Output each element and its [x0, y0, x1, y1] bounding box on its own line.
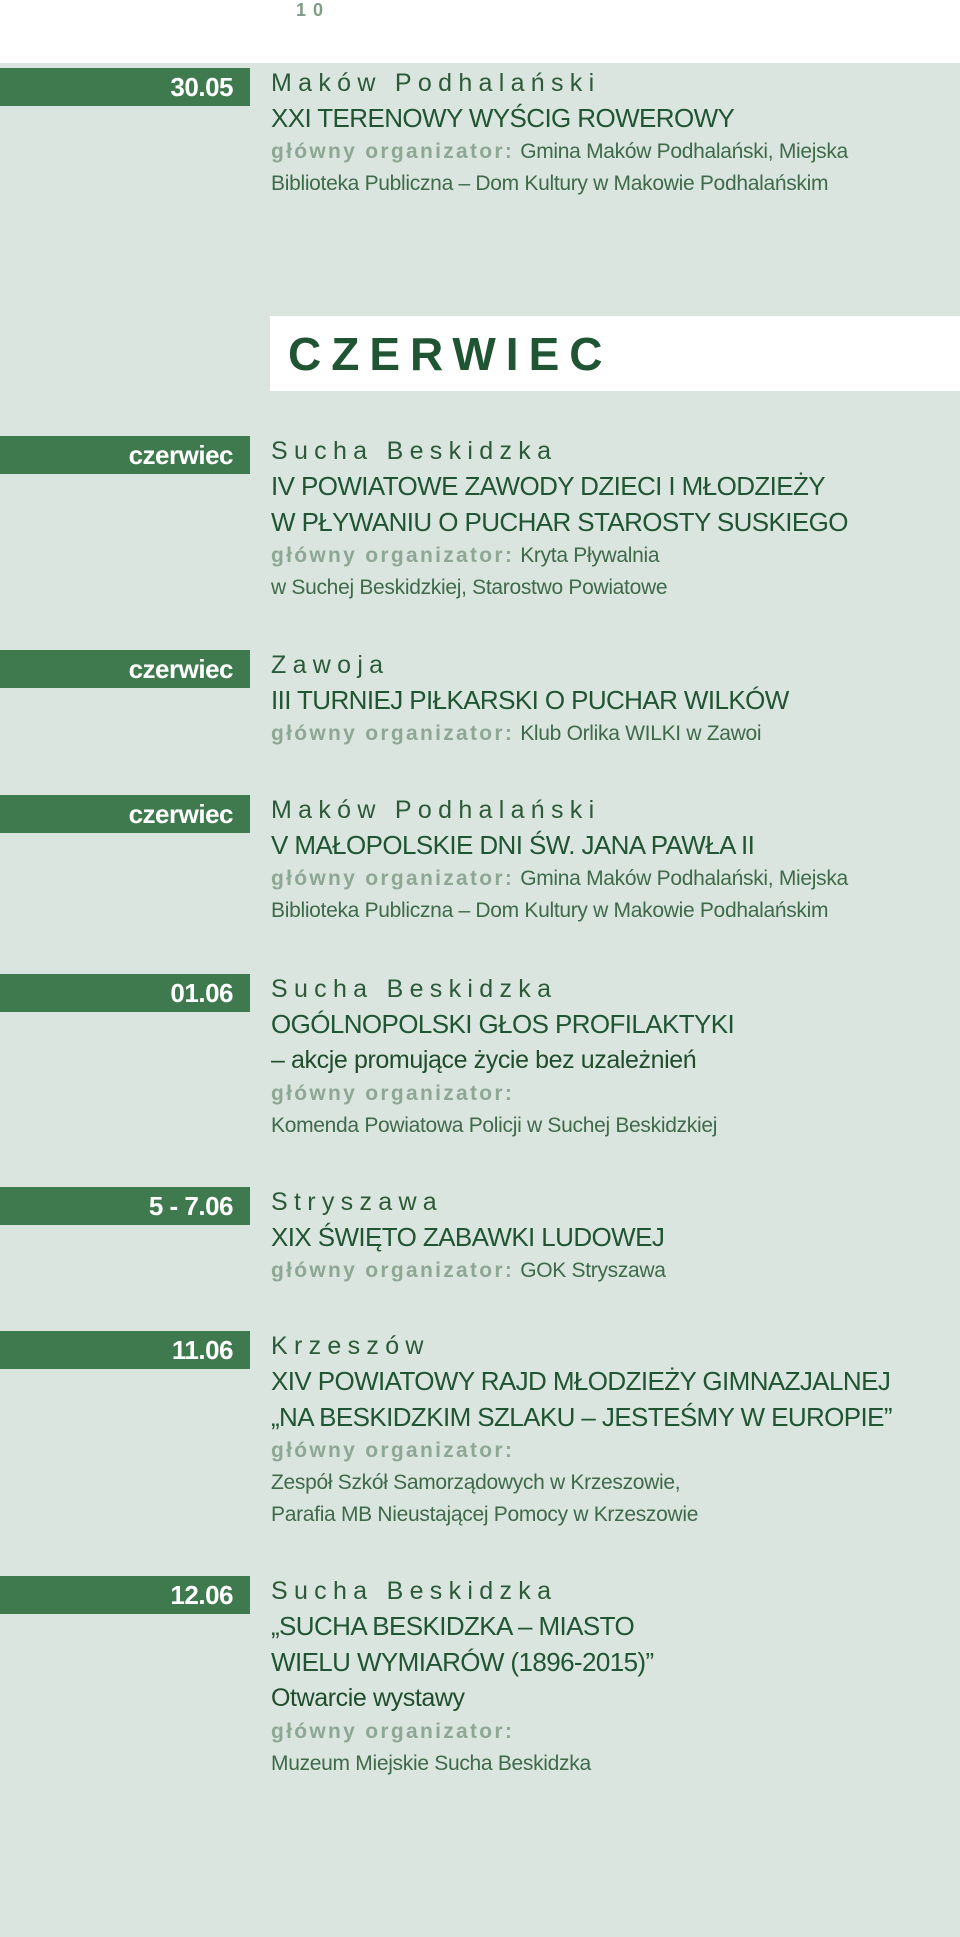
event-place: Stryszawa [271, 1188, 444, 1216]
event-place: Zawoja [271, 651, 390, 679]
event-title-line: IV POWIATOWE ZAWODY DZIECI I MŁODZIEŻY [271, 471, 826, 501]
organizer-line [271, 718, 951, 750]
page-number: 10 [296, 0, 331, 20]
organizer-line: Komenda Powiatowa Policji w Suchej Beskidzkiej [271, 1114, 718, 1137]
event-content [271, 1185, 951, 1287]
event-place: Krzeszów [271, 1332, 430, 1360]
organizer-line [271, 1716, 951, 1748]
event-title-line: III TURNIEJ PIŁKARSKI O PUCHAR WILKÓW [271, 685, 789, 715]
organizer-line [271, 1078, 951, 1110]
event-date: czerwiec [0, 650, 250, 688]
event-title [271, 827, 951, 863]
event-title-line: WIELU WYMIARÓW (1896-2015)” [271, 1647, 654, 1677]
event-subtitle: Otwarcie wystawy [271, 1684, 465, 1712]
event-date: 30.05 [0, 68, 250, 106]
event-title-line: „SUCHA BESKIDZKA – MIASTO [271, 1611, 635, 1641]
organizer-text: Gmina Maków Podhalański, Miejska [520, 140, 848, 163]
event-content [271, 648, 951, 750]
event-title [271, 1363, 951, 1435]
event-title [271, 1006, 951, 1042]
organizer-text: GOK Stryszawa [520, 1259, 666, 1282]
event-place: Sucha Beskidzka [271, 437, 558, 465]
event-title-line: XXI TERENOWY WYŚCIG ROWEROWY [271, 103, 735, 133]
event-title [271, 1219, 951, 1255]
event-content [271, 793, 951, 927]
event-organizer [271, 863, 951, 927]
organizer-label: główny organizator: [271, 867, 515, 890]
organizer-text: Kryta Pływalnia [520, 544, 660, 567]
event-date: 5 - 7.06 [0, 1187, 250, 1225]
organizer-line: Biblioteka Publiczna – Dom Kultury w Makowie Podhalańskim [271, 172, 829, 195]
event-title-line: OGÓLNOPOLSKI GŁOS PROFILAKTYKI [271, 1009, 735, 1039]
month-header: CZERWIEC [288, 328, 613, 380]
event-organizer [271, 718, 951, 750]
organizer-line [271, 540, 951, 572]
organizer-text: Gmina Maków Podhalański, Miejska [520, 867, 848, 890]
event-title [271, 682, 951, 718]
organizer-label: główny organizator: [271, 1082, 515, 1105]
organizer-line: Zespół Szkół Samorządowych w Krzeszowie, [271, 1471, 681, 1494]
organizer-line: Muzeum Miejskie Sucha Beskidzka [271, 1752, 591, 1775]
month-header-box [270, 316, 960, 391]
event-title [271, 468, 951, 540]
event-place: Sucha Beskidzka [271, 1577, 558, 1605]
organizer-line [271, 136, 951, 168]
event-title-line: W PŁYWANIU O PUCHAR STAROSTY SUSKIEGO [271, 507, 848, 537]
event-subtitle: – akcje promujące życie bez uzależnień [271, 1046, 697, 1074]
event-title-line: XIX ŚWIĘTO ZABAWKI LUDOWEJ [271, 1222, 665, 1252]
organizer-label: główny organizator: [271, 140, 515, 163]
organizer-label: główny organizator: [271, 1259, 515, 1282]
event-content [271, 1329, 951, 1531]
event-title-line: V MAŁOPOLSKIE DNI ŚW. JANA PAWŁA II [271, 830, 755, 860]
organizer-line: Parafia MB Nieustającej Pomocy w Krzeszowie [271, 1503, 699, 1526]
event-organizer [271, 136, 951, 200]
event-title-line: „NA BESKIDZKIM SZLAKU – JESTEŚMY W EUROPIE” [271, 1402, 892, 1432]
organizer-line [271, 1435, 951, 1467]
event-content [271, 66, 951, 200]
organizer-line [271, 863, 951, 895]
event-date: czerwiec [0, 436, 250, 474]
event-date: 12.06 [0, 1576, 250, 1614]
organizer-line: Biblioteka Publiczna – Dom Kultury w Makowie Podhalańskim [271, 899, 829, 922]
organizer-label: główny organizator: [271, 544, 515, 567]
event-place: Maków Podhalański [271, 796, 601, 824]
event-date: 11.06 [0, 1331, 250, 1369]
organizer-line [271, 1255, 951, 1287]
event-content [271, 972, 951, 1142]
event-organizer [271, 1435, 951, 1531]
organizer-label: główny organizator: [271, 722, 515, 745]
event-content [271, 434, 951, 604]
organizer-text: Klub Orlika WILKI w Zawoi [520, 722, 762, 745]
event-place: Maków Podhalański [271, 69, 601, 97]
event-organizer [271, 1716, 951, 1780]
event-organizer [271, 540, 951, 604]
event-content [271, 1574, 951, 1780]
event-date: czerwiec [0, 795, 250, 833]
event-title [271, 1608, 951, 1680]
event-title-line: XIV POWIATOWY RAJD MŁODZIEŻY GIMNAZJALNEJ [271, 1366, 891, 1396]
event-title [271, 100, 951, 136]
organizer-label: główny organizator: [271, 1720, 515, 1743]
event-organizer [271, 1078, 951, 1142]
organizer-label: główny organizator: [271, 1439, 515, 1462]
organizer-line: w Suchej Beskidzkiej, Starostwo Powiatowe [271, 576, 668, 599]
event-date: 01.06 [0, 974, 250, 1012]
event-place: Sucha Beskidzka [271, 975, 558, 1003]
event-organizer [271, 1255, 951, 1287]
